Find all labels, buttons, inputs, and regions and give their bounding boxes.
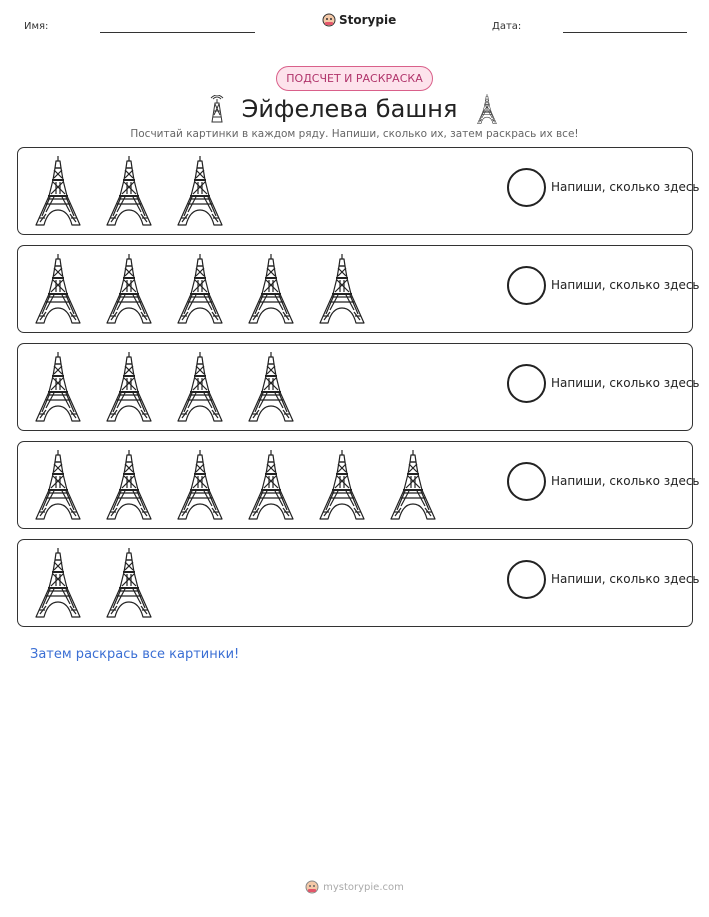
- radio-tower-icon: [210, 95, 224, 123]
- date-field[interactable]: [563, 32, 687, 33]
- counting-row: [17, 539, 700, 627]
- eiffel-tower-icon[interactable]: [172, 156, 228, 226]
- eiffel-tower-icon[interactable]: [172, 450, 228, 520]
- tower-group: [30, 548, 157, 618]
- eiffel-tower-icon[interactable]: [101, 450, 157, 520]
- eiffel-tower-icon[interactable]: [243, 352, 299, 422]
- storypie-mascot-icon: [322, 13, 336, 27]
- tower-group: [30, 254, 370, 324]
- eiffel-tower-icon: [475, 94, 499, 124]
- eiffel-tower-icon[interactable]: [172, 352, 228, 422]
- name-field[interactable]: [100, 32, 255, 33]
- answer-circle[interactable]: [507, 266, 546, 305]
- tower-group: [30, 352, 299, 422]
- eiffel-tower-icon[interactable]: [101, 254, 157, 324]
- date-label: Дата:: [492, 21, 522, 32]
- footer-brand: [0, 880, 709, 894]
- eiffel-tower-icon[interactable]: [30, 450, 86, 520]
- brand-name: Storypie: [339, 13, 397, 27]
- name-label: Имя:: [24, 21, 49, 32]
- eiffel-tower-icon[interactable]: [101, 156, 157, 226]
- counting-row: [17, 441, 700, 529]
- instructions: Посчитай картинки в каждом ряду. Напиши, сколько их, затем раскрась их все!: [130, 128, 579, 140]
- footer-brand-url: mystorypie.com: [323, 881, 404, 893]
- eiffel-tower-icon[interactable]: [172, 254, 228, 324]
- page-title: Эйфелева башня: [241, 95, 458, 123]
- counting-row: [17, 245, 700, 333]
- answer-circle[interactable]: [507, 168, 546, 207]
- eiffel-tower-icon[interactable]: [101, 548, 157, 618]
- eiffel-tower-icon[interactable]: [30, 548, 86, 618]
- answer-label: Напиши, сколько здесь: [551, 180, 700, 194]
- eiffel-tower-icon[interactable]: [314, 254, 370, 324]
- eiffel-tower-icon[interactable]: [101, 352, 157, 422]
- answer-label: Напиши, сколько здесь: [551, 376, 700, 390]
- answer-circle[interactable]: [507, 462, 546, 501]
- category-badge: ПОДСЧЕТ И РАСКРАСКА: [276, 66, 433, 91]
- eiffel-tower-icon[interactable]: [385, 450, 441, 520]
- eiffel-tower-icon[interactable]: [30, 156, 86, 226]
- storypie-mascot-icon: [305, 880, 319, 894]
- counting-rows: [17, 147, 700, 637]
- footer-note: Затем раскрась все картинки!: [30, 647, 240, 662]
- answer-circle[interactable]: [507, 560, 546, 599]
- eiffel-tower-icon[interactable]: [314, 450, 370, 520]
- eiffel-tower-icon[interactable]: [243, 254, 299, 324]
- eiffel-tower-icon[interactable]: [30, 254, 86, 324]
- counting-row: [17, 343, 700, 431]
- brand-logo: [322, 13, 396, 27]
- answer-circle[interactable]: [507, 364, 546, 403]
- eiffel-tower-icon[interactable]: [243, 450, 299, 520]
- tower-group: [30, 450, 441, 520]
- answer-label: Напиши, сколько здесь: [551, 278, 700, 292]
- worksheet-header: [0, 0, 709, 50]
- eiffel-tower-icon[interactable]: [30, 352, 86, 422]
- tower-group: [30, 156, 228, 226]
- title-row: [0, 90, 709, 128]
- answer-label: Напиши, сколько здесь: [551, 572, 700, 586]
- answer-label: Напиши, сколько здесь: [551, 474, 700, 488]
- counting-row: [17, 147, 700, 235]
